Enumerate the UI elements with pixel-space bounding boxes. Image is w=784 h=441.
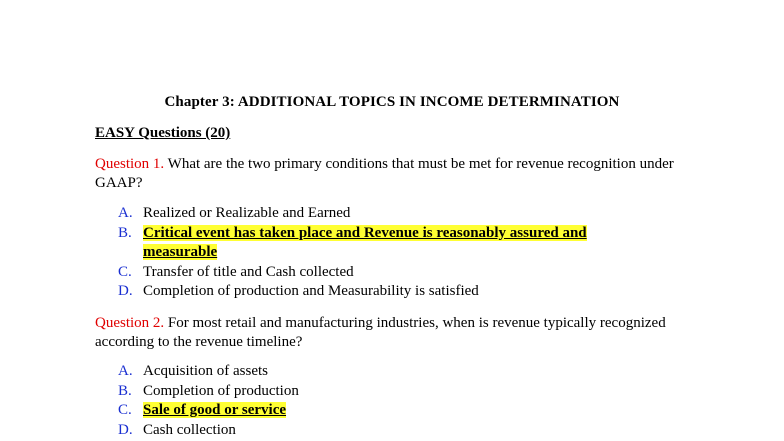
option-text: Completion of production [143, 382, 299, 399]
question-1-label: Question 1. [95, 156, 165, 172]
question-1 [95, 155, 685, 193]
question-2-options [118, 362, 638, 440]
q2-option-c [118, 401, 638, 421]
option-letter: B. [118, 382, 132, 399]
option-letter: C. [118, 402, 132, 418]
question-2-label: Question 2. [95, 315, 165, 331]
option-text-correct [143, 401, 638, 421]
option-letter: D. [118, 421, 133, 438]
q2-option-b [118, 382, 638, 402]
q1-option-b [118, 224, 638, 263]
section-heading: EASY Questions (20) [95, 125, 231, 141]
option-letter: A. [118, 363, 133, 379]
question-2 [95, 314, 685, 352]
option-text: Cash collection [143, 421, 236, 438]
option-letter: A. [118, 205, 133, 221]
chapter-title: Chapter 3: ADDITIONAL TOPICS IN INCOME DETERMINATION [164, 94, 620, 110]
question-2-text: For most retail and manufacturing industries, when is revenue typically recognized according to the revenue timeline? [95, 315, 666, 350]
option-letter: C. [118, 263, 132, 280]
q1-option-a [118, 204, 638, 224]
question-1-options [118, 204, 638, 302]
correct-answer-highlight: Sale of good or service [143, 402, 287, 418]
option-letter: D. [118, 283, 133, 299]
correct-answer-highlight: Critical event has taken place and Revenue is reasonably assured and measurable [143, 224, 587, 260]
option-text: Acquisition of assets [143, 363, 268, 379]
question-1-text: What are the two primary conditions that must be met for revenue recognition under GAAP? [95, 156, 674, 191]
q2-option-a [118, 362, 638, 382]
option-text: Completion of production and Measurability is satisfied [143, 283, 479, 299]
q1-option-d [118, 282, 638, 302]
q1-option-c [118, 263, 638, 283]
q2-option-d [118, 421, 638, 441]
option-text: Realized or Realizable and Earned [143, 205, 351, 221]
option-text-correct [143, 224, 638, 263]
option-text: Transfer of title and Cash collected [143, 263, 354, 280]
option-letter: B. [118, 224, 132, 241]
